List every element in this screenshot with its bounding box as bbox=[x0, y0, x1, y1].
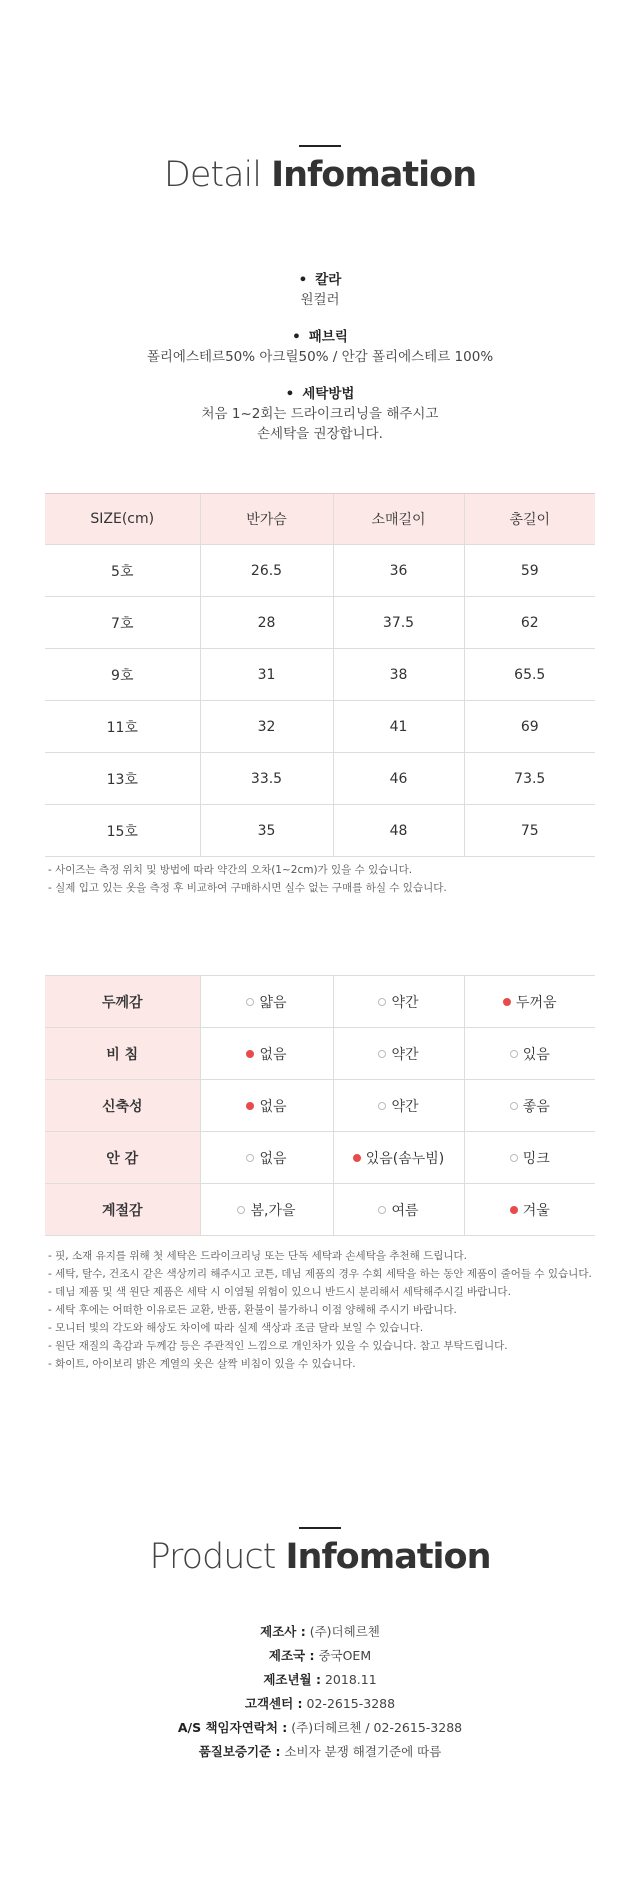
size-cell: 69 bbox=[464, 701, 595, 753]
feel-table-wrap bbox=[45, 975, 595, 1236]
radio-selected-icon bbox=[246, 1050, 254, 1058]
radio-icon bbox=[510, 1102, 518, 1110]
care-note: - 핏, 소재 유지를 위해 첫 세탁은 드라이크리닝 또는 단독 세탁과 손세탁을 추천해 드립니다. bbox=[48, 1250, 468, 1262]
size-cell: 26.5 bbox=[200, 545, 333, 597]
table-row bbox=[45, 597, 595, 649]
care-notes bbox=[48, 1247, 608, 1373]
feel-option-label: 있음 bbox=[522, 1046, 550, 1063]
feel-option bbox=[333, 1080, 464, 1132]
feel-option-label: 좋음 bbox=[522, 1098, 550, 1115]
table-row bbox=[45, 649, 595, 701]
radio-selected-icon bbox=[510, 1206, 518, 1214]
product-title bbox=[0, 1537, 640, 1577]
radio-icon bbox=[510, 1154, 518, 1162]
spec-fabric bbox=[0, 327, 640, 367]
detail-title bbox=[0, 155, 640, 195]
spec-label: • 세탁방법 bbox=[0, 384, 640, 404]
table-row bbox=[45, 753, 595, 805]
feel-label: 안 감 bbox=[45, 1132, 200, 1184]
feel-option-label: 얇음 bbox=[259, 994, 287, 1011]
product-info-row bbox=[0, 1716, 640, 1740]
size-note: - 사이즈는 측정 위치 및 방법에 따라 약간의 오차(1~2cm)가 있을 수 있습니다. bbox=[48, 864, 413, 876]
product-info-row bbox=[0, 1668, 640, 1692]
feel-option-label: 겨울 bbox=[522, 1202, 550, 1219]
spec-washing bbox=[0, 384, 640, 444]
radio-icon bbox=[378, 1102, 386, 1110]
product-info-label: 고객센터 : bbox=[244, 1696, 303, 1711]
size-cell: 15호 bbox=[45, 805, 200, 857]
product-info-value: 02-2615-3288 bbox=[306, 1696, 396, 1711]
care-note: - 원단 재질의 촉감과 두께감 등은 주관적인 느낌으로 개인차가 있을 수 있습니다. 참고 부탁드립니다. bbox=[48, 1340, 508, 1352]
size-table-wrap bbox=[45, 493, 595, 857]
feel-option bbox=[200, 1080, 333, 1132]
radio-icon bbox=[510, 1050, 518, 1058]
size-cell: 62 bbox=[464, 597, 595, 649]
size-cell: 35 bbox=[200, 805, 333, 857]
size-header-cell: 반가슴 bbox=[200, 494, 333, 545]
radio-selected-icon bbox=[503, 998, 511, 1006]
feel-option bbox=[464, 1132, 595, 1184]
size-cell: 41 bbox=[333, 701, 464, 753]
product-title-light: Product bbox=[149, 1537, 276, 1577]
feel-table bbox=[45, 975, 595, 1236]
feel-option-label: 없음 bbox=[259, 1046, 287, 1063]
size-cell: 28 bbox=[200, 597, 333, 649]
table-row bbox=[45, 1080, 595, 1132]
product-info-label: 제조년월 : bbox=[263, 1672, 321, 1687]
feel-option-label: 밍크 bbox=[522, 1150, 550, 1167]
feel-label: 비 침 bbox=[45, 1028, 200, 1080]
feel-option bbox=[333, 1132, 464, 1184]
feel-option bbox=[200, 1132, 333, 1184]
size-header-cell: 총길이 bbox=[464, 494, 595, 545]
care-note: - 모니터 빛의 각도와 해상도 차이에 따라 실제 색상과 조금 달라 보일 수 있습니다. bbox=[48, 1322, 424, 1334]
feel-option bbox=[200, 976, 333, 1028]
product-info-value: 중국OEM bbox=[318, 1648, 372, 1663]
product-info-row bbox=[0, 1740, 640, 1764]
size-table bbox=[45, 493, 595, 857]
radio-icon bbox=[378, 1050, 386, 1058]
feel-option-label: 약간 bbox=[391, 1046, 419, 1063]
spec-label: • 칼라 bbox=[0, 270, 640, 290]
feel-option-label: 약간 bbox=[391, 994, 419, 1011]
size-cell: 13호 bbox=[45, 753, 200, 805]
size-cell: 75 bbox=[464, 805, 595, 857]
spec-value: 손세탁을 권장합니다. bbox=[257, 426, 383, 442]
care-note: - 데님 제품 및 색 원단 제품은 세탁 시 이염될 위험이 있으니 반드시 분리해서 세탁해주시길 바랍니다. bbox=[48, 1286, 511, 1298]
size-cell: 38 bbox=[333, 649, 464, 701]
feel-option bbox=[464, 1028, 595, 1080]
size-cell: 33.5 bbox=[200, 753, 333, 805]
size-cell: 36 bbox=[333, 545, 464, 597]
radio-icon bbox=[378, 1206, 386, 1214]
product-info-value: (주)더헤르첸 bbox=[309, 1624, 380, 1639]
feel-option bbox=[464, 1080, 595, 1132]
size-cell: 11호 bbox=[45, 701, 200, 753]
radio-icon bbox=[246, 998, 254, 1006]
size-cell: 9호 bbox=[45, 649, 200, 701]
size-cell: 65.5 bbox=[464, 649, 595, 701]
feel-label: 신축성 bbox=[45, 1080, 200, 1132]
product-info-value: 소비자 분쟁 해결기준에 따름 bbox=[284, 1744, 442, 1759]
feel-option bbox=[333, 976, 464, 1028]
table-row bbox=[45, 545, 595, 597]
feel-option bbox=[333, 1184, 464, 1236]
spec-value: 원컬러 bbox=[300, 292, 340, 308]
feel-option-label: 없음 bbox=[259, 1098, 287, 1115]
radio-selected-icon bbox=[353, 1154, 361, 1162]
feel-label: 두께감 bbox=[45, 976, 200, 1028]
product-info-row bbox=[0, 1620, 640, 1644]
spec-value: 폴리에스테르50% 아크릴50% / 안감 폴리에스테르 100% bbox=[146, 349, 494, 365]
size-note: - 실제 입고 있는 옷을 측정 후 비교하여 구매하시면 실수 없는 구매를 하실 수 있습니다. bbox=[48, 882, 447, 894]
feel-option-label: 약간 bbox=[391, 1098, 419, 1115]
spec-value: 처음 1~2회는 드라이크리닝을 해주시고 bbox=[201, 406, 439, 422]
detail-title-bold: Infomation bbox=[271, 155, 477, 195]
table-row bbox=[45, 805, 595, 857]
size-notes bbox=[48, 861, 608, 897]
table-row bbox=[45, 701, 595, 753]
product-info-value: (주)더헤르첸 / 02-2615-3288 bbox=[291, 1720, 463, 1735]
feel-option bbox=[200, 1184, 333, 1236]
care-note: - 세탁, 탈수, 건조시 같은 색상끼리 해주시고 코튼, 데님 제품의 경우 수회 세탁을 하는 동안 제품이 줄어들 수 있습니다. bbox=[48, 1268, 592, 1280]
feel-option-label: 여름 bbox=[391, 1202, 419, 1219]
size-table-header bbox=[45, 494, 595, 545]
spec-label: • 패브릭 bbox=[0, 327, 640, 347]
size-cell: 48 bbox=[333, 805, 464, 857]
radio-icon bbox=[246, 1154, 254, 1162]
size-header-cell: 소매길이 bbox=[333, 494, 464, 545]
product-info-row bbox=[0, 1644, 640, 1668]
product-info-label: 품질보증기준 : bbox=[198, 1744, 281, 1759]
table-row bbox=[45, 1028, 595, 1080]
detail-title-light: Detail bbox=[163, 155, 261, 195]
spec-color bbox=[0, 270, 640, 310]
table-row bbox=[45, 1184, 595, 1236]
product-info-value: 2018.11 bbox=[324, 1672, 377, 1687]
product-info bbox=[0, 1620, 640, 1764]
size-cell: 31 bbox=[200, 649, 333, 701]
table-row bbox=[45, 1132, 595, 1184]
size-cell: 73.5 bbox=[464, 753, 595, 805]
feel-option bbox=[200, 1028, 333, 1080]
detail-title-rule bbox=[299, 145, 341, 147]
size-cell: 59 bbox=[464, 545, 595, 597]
size-cell: 37.5 bbox=[333, 597, 464, 649]
product-info-label: A/S 책임자연락처 : bbox=[177, 1720, 288, 1735]
feel-option-label: 있음(솜누빔) bbox=[365, 1150, 445, 1167]
feel-option bbox=[333, 1028, 464, 1080]
radio-selected-icon bbox=[246, 1102, 254, 1110]
feel-option-label: 두꺼움 bbox=[515, 994, 557, 1011]
feel-option bbox=[464, 976, 595, 1028]
size-header-cell: SIZE(cm) bbox=[45, 494, 200, 545]
care-note: - 세탁 후에는 어떠한 이유로든 교환, 반품, 환불이 불가하니 이점 양해해 주시기 바랍니다. bbox=[48, 1304, 457, 1316]
radio-icon bbox=[378, 998, 386, 1006]
feel-label: 계절감 bbox=[45, 1184, 200, 1236]
size-cell: 7호 bbox=[45, 597, 200, 649]
product-info-label: 제조국 : bbox=[268, 1648, 315, 1663]
care-note: - 화이트, 아이보리 밝은 계열의 옷은 살짝 비침이 있을 수 있습니다. bbox=[48, 1358, 356, 1370]
radio-icon bbox=[237, 1206, 245, 1214]
size-cell: 46 bbox=[333, 753, 464, 805]
table-row bbox=[45, 976, 595, 1028]
feel-option bbox=[464, 1184, 595, 1236]
feel-option-label: 없음 bbox=[259, 1150, 287, 1167]
size-cell: 5호 bbox=[45, 545, 200, 597]
product-info-label: 제조사 : bbox=[260, 1624, 306, 1639]
product-title-rule bbox=[299, 1527, 341, 1529]
product-info-row bbox=[0, 1692, 640, 1716]
product-title-bold: Infomation bbox=[285, 1537, 491, 1577]
feel-option-label: 봄,가을 bbox=[250, 1202, 296, 1219]
size-cell: 32 bbox=[200, 701, 333, 753]
